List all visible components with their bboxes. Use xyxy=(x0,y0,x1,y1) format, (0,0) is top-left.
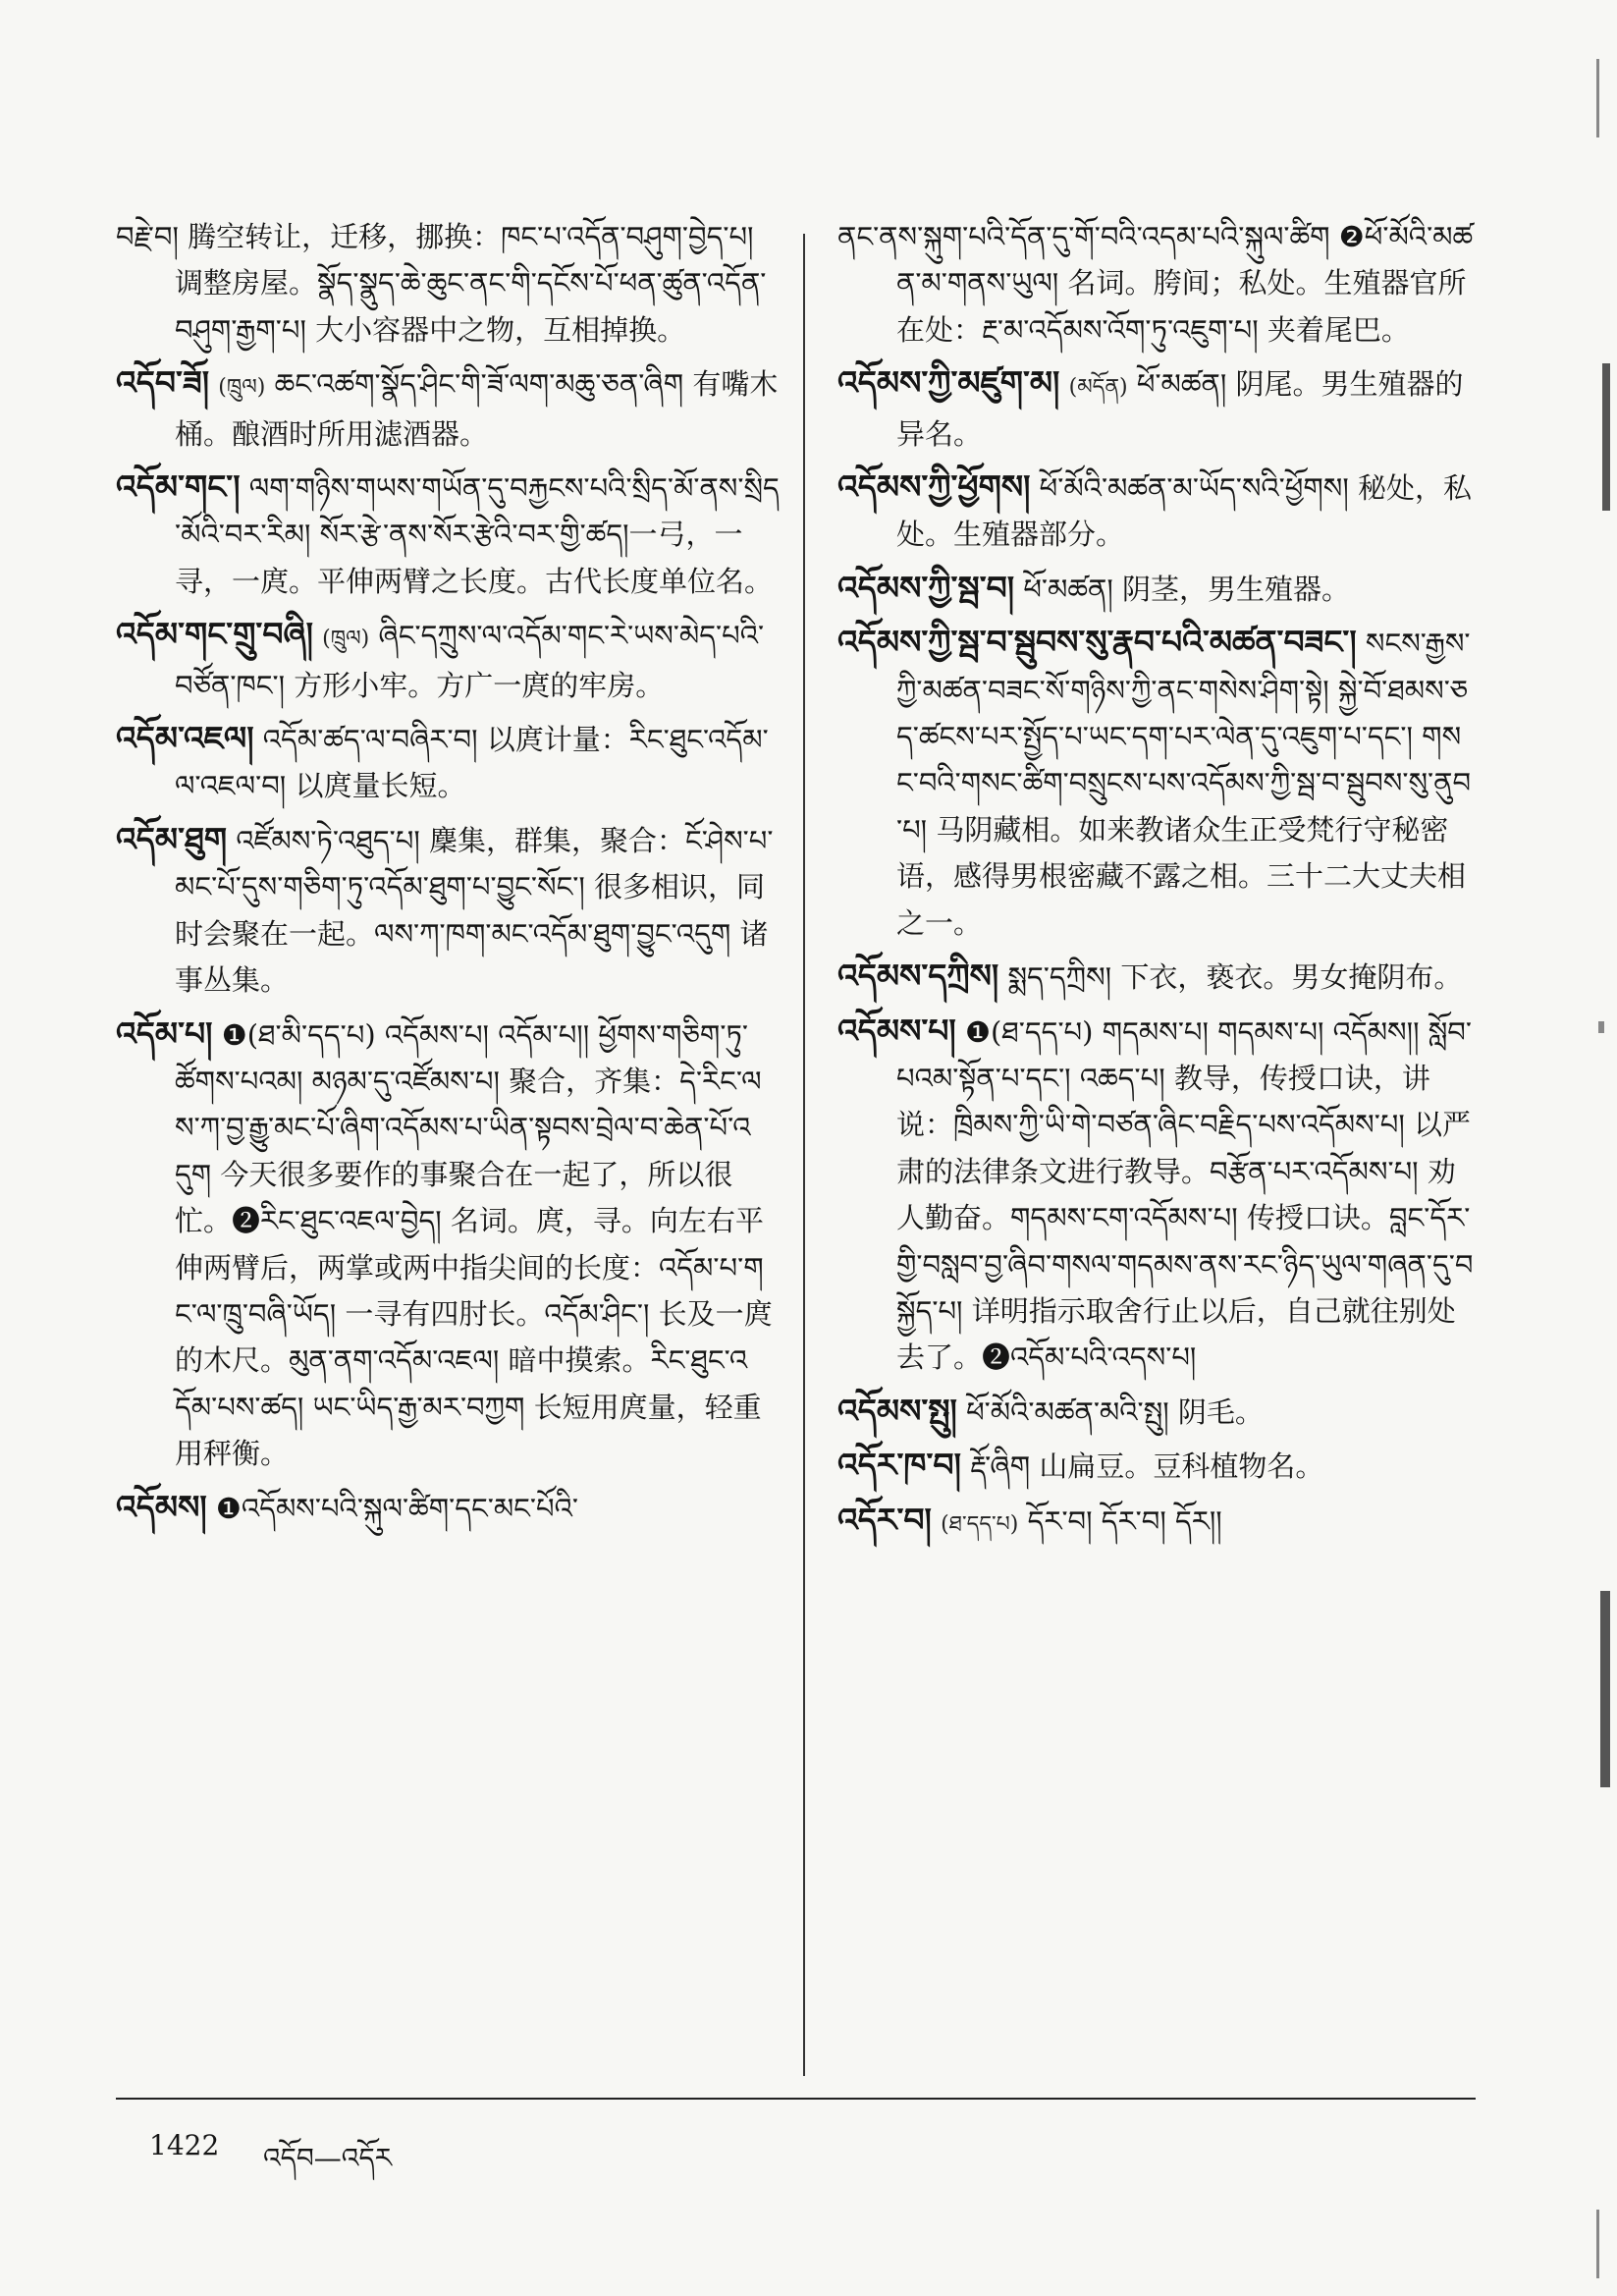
entry xyxy=(116,214,780,354)
entry xyxy=(837,359,1476,458)
headword: འདོམ་གང་གྲུ་བཞི། xyxy=(116,615,313,654)
source-tag: (མདོན) xyxy=(1068,375,1128,401)
headword: འདོམས་ཀྱི་སྦ་བ་སྦུབས་སུ་རྣབ་པའི་མཚན་བཟང་། xyxy=(837,623,1357,662)
entry xyxy=(116,611,780,709)
definition: ཕོ་མོའི་མཚན་མའི་སྤུ། 阴毛。 xyxy=(966,1394,1264,1429)
definition: ཕོ་མཚན། 阴茎，男生殖器。 xyxy=(1023,572,1351,606)
footer-rule xyxy=(116,2098,1476,2100)
entry xyxy=(837,1442,1476,1490)
headword: འདོམས་དཀྲིས། xyxy=(837,957,999,996)
right-column xyxy=(837,214,1476,1548)
definition: ཆང་འཚག་སྣོད་ཤིང་གི་ཟོ་ལག་མཆུ་ཅན་ཞིག 有嘴木桶。酿酒时所用滤酒器。 xyxy=(175,367,779,451)
definition: བརྗེ་བ། 腾空转让，迁移，挪换：ཁང་པ་འདོན་བཤུག་བྱེད་པ། 调整房屋。སྣོད་སྣུད་ཆེ་ཆུང་ནང་གི་དངོས་པོ་ཕན་ཚུན་འདོན་བཤུག་རྒྱག་པ། 大小容器中之物，互相掉换。 xyxy=(116,220,767,347)
definition: ❶འདོམས་པའི་སྐུལ་ཚིག་དང་མང་པོའི་ xyxy=(215,1491,578,1525)
definition: ལག་གཉིས་གཡས་གཡོན་དུ་བརྐྱངས་པའི་སྲིད་མོ་ནས་སྲིད་མོའི་བར་རིམ། སོར་རྩེ་ནས་སོར་རྩེའི་བར་གྱི་ཚད།一弓，一寻，一庹。平伸两臂之长度。古代长度单位名。 xyxy=(175,471,780,598)
running-head: འདོབ—འདོར xyxy=(263,2142,393,2174)
headword: འདོམ་གང་། xyxy=(116,467,241,507)
entry xyxy=(837,1388,1476,1436)
entry xyxy=(837,214,1476,354)
entry xyxy=(837,464,1476,559)
headword: འདོར་ཁ་བ། xyxy=(837,1446,961,1485)
headword: འདོབ་ཟོ། xyxy=(116,363,210,403)
entry xyxy=(837,619,1476,947)
definition: ❶(ཐ་མི་དད་པ) འདོམས་པ། འདོམ་པ།། ཕྱོགས་གཅིག་ཏུ་ཚོགས་པའམ། མཉམ་དུ་འཛོམས་པ། 聚合，齐集：དེ་རིང་ལས་ཀ་བྱ་རྒྱུ་མང་པོ་ཞིག་འདོམས་པ་ཡིན་སྟབས་བྲེལ་བ་ཆེན་པོ་འདུག 今天很多要作的事聚合在一起了，所以很忙。❷རིང་ཐུང་འཇལ་བྱེད། 名词。庹，寻。向左右平伸两臂后，两掌或两中指尖间的长度：འདོམ་པ་གང་ལ་ཁྲུ་བཞི་ཡོད། 一寻有四肘长。འདོམ་ཤིང་། 长及一庹的木尺。མུན་ནག་འདོམ་འཇལ། 暗中摸索。རིང་ཐུང་འདོམ་པས་ཚད། ཡང་ཡིད་རྒྱ་མར་བཀྱག 长短用庹量，轻重用秤衡。 xyxy=(175,1017,773,1471)
headword: འདོམས་ཀྱི་མཛུག་མ། xyxy=(837,363,1060,403)
headword: འདོམས། xyxy=(116,1487,207,1526)
source-tag: (ཐ་དད་པ) xyxy=(941,1511,1019,1537)
scan-edge-mark xyxy=(1596,59,1599,137)
headword: འདོམ་འཇལ། xyxy=(116,719,254,758)
entry xyxy=(116,816,780,1005)
column-divider xyxy=(803,234,805,2076)
definition: ❶(ཐ་དད་པ) གདམས་པ། གདམས་པ། འདོམས།། སློབ་པའམ་སྟོན་པ་དང་། འཆད་པ། 教导，传授口诀，讲说：ཁྲིམས་ཀྱི་ཡི་གེ་བཙན་ཞིང་བརྗིད་པས་འདོམས་པ། 以严肃的法律条文进行教导。བརྩོན་པར་འདོམས་པ། 劝人勤奋。གདམས་ངག་འདོམས་པ། 传授口诀。བླང་དོར་གྱི་བསླབ་བྱ་ཞིབ་གསལ་གདམས་ནས་རང་ཉིད་ཡུལ་གཞན་དུ་བསྐྱོད་པ། 详明指示取舍行止以后，自己就往别处去了。❷འདོམ་པའི་འདས་པ། xyxy=(896,1014,1474,1375)
definition: འདོམ་ཚད་ལ་བཞིར་བ། 以庹计量：རིང་ཐུང་འདོམ་ལ་འཇལ་བ། 以庹量长短。 xyxy=(175,723,769,803)
headword: འདོམས་ཀྱི་ཕྱོགས། xyxy=(837,467,1031,507)
headword: འདོམས་ཀྱི་སྦ་བ། xyxy=(837,568,1015,607)
entry xyxy=(116,715,780,810)
headword: འདོམས་སྤུ། xyxy=(837,1391,957,1430)
entry xyxy=(116,464,780,605)
entry xyxy=(837,1008,1476,1382)
scan-edge-mark xyxy=(1596,2210,1599,2278)
entry xyxy=(837,1497,1476,1548)
definition: སངས་རྒྱས་ཀྱི་མཚན་བཟང་སོ་གཉིས་ཀྱི་ནང་གསེས་ཤིག་སྟེ། སྐྱེ་བོ་ཐམས་ཅད་ཚངས་པར་སྤྱོད་པ་ཡང་དག་པར་ལེན་དུ་འཇུག་པ་དང་། གསང་བའི་གསང་ཚིག་བསྲུངས་པས་འདོམས་ཀྱི་སྦ་བ་སྦུབས་སུ་ནུབ་པ། 马阴藏相。如来教诸众生正受梵行守秘密语，感得男根密藏不露之相。三十二大丈夫相之一。 xyxy=(896,627,1472,940)
headword: འདོམ་ཐུག xyxy=(116,819,228,858)
scan-edge-mark xyxy=(1598,1021,1604,1033)
headword: འདོམས་པ། xyxy=(837,1011,956,1050)
definition: དོར་བ། དོར་བ། དོར།། xyxy=(1027,1503,1222,1538)
definition: འཛོམས་ཏེ་འཐུད་པ། 麇集，群集，聚合：ངོ་ཤེས་པ་མང་པོ་དུས་གཅིག་ཏུ་འདོམ་ཐུག་པ་བྱུང་སོང་། 很多相识，同时会聚在一起。ལས་ཀ་ཁག་མང་འདོམ་ཐུག་བྱུང་འདུག 诸事丛集。 xyxy=(175,823,774,998)
definition: རྡོ་ཞིག 山扁豆。豆科植物名。 xyxy=(970,1449,1324,1484)
source-tag: (ཁྲུལ) xyxy=(322,627,370,652)
definition: ཕོ་མོའི་མཚན་མ་ཡོད་སའི་ཕྱོགས། 秘处，私处。生殖器部分。 xyxy=(896,471,1473,552)
entry xyxy=(116,1484,780,1532)
definition: ཞིང་དཀྲུས་ལ་འདོམ་གང་རེ་ཡས་མེད་པའི་བཙོན་ཁང་། 方形小牢。方广一庹的牢房。 xyxy=(175,619,765,702)
scan-edge-mark xyxy=(1602,363,1610,511)
entry xyxy=(116,359,780,458)
definition: ནང་ནས་སྐུག་པའི་དོན་དུ་གོ་བའི་འདམ་པའི་སྐུལ་ཚིག ❷ཕོ་མོའི་མཚན་མ་གནས་ཡུལ། 名词。胯间；私处。生殖器官所在处：རྔ་མ་འདོམས་འོག་ཏུ་འཇུག་པ། 夹着尾巴。 xyxy=(837,220,1474,347)
definition: སྨད་དཀྲིས། 下衣，亵衣。男女掩阴布。 xyxy=(1007,960,1463,995)
source-tag: (ཁྲུལ) xyxy=(218,375,266,401)
scan-edge-mark xyxy=(1600,1591,1610,1787)
page-number: 1422 xyxy=(149,2129,220,2161)
headword: འདོར་བ། xyxy=(837,1500,932,1539)
headword: འདོམ་པ། xyxy=(116,1013,213,1053)
definition: ཕོ་མཚན། 阴尾。男生殖器的异名。 xyxy=(896,367,1464,451)
entry xyxy=(116,1011,780,1478)
entry xyxy=(837,953,1476,1001)
left-column xyxy=(116,214,780,1532)
entry xyxy=(837,565,1476,613)
